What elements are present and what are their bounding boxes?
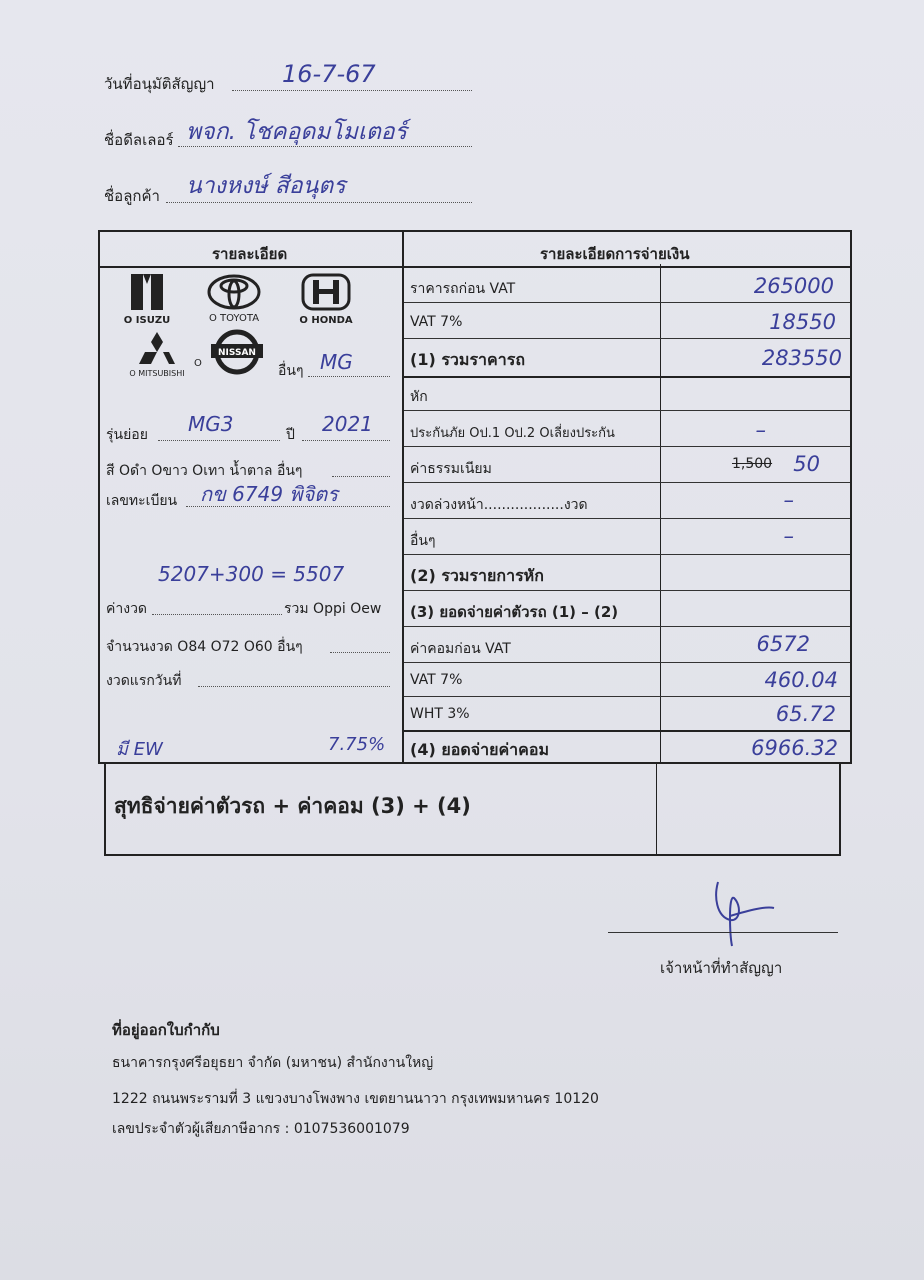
color-line: สี Oดำ Oขาว Oเทา น้ำตาล อื่นๆ <box>106 463 303 479</box>
other-brand-value: MG <box>320 350 353 374</box>
note-left: มี EW <box>116 739 163 760</box>
row-label: ค่าคอมก่อน VAT <box>410 641 511 657</box>
row-value: 6966.32 <box>751 736 838 760</box>
honda-label: HONDA <box>311 315 353 326</box>
honda-icon <box>300 272 352 312</box>
row-label: (1) รวมราคารถ <box>410 350 525 369</box>
row-label: หัก <box>410 389 428 405</box>
address-line-1: ธนาคารกรุงศรีอยุธยา จำกัด (มหาชน) สำนักงานใหญ่ <box>112 1055 434 1071</box>
row-value: – <box>783 488 794 512</box>
nissan-label: NISSAN <box>218 348 256 358</box>
row-label: ประกันภัย Oป.1 Oป.2 Oเลี่ยงประกัน <box>410 426 615 441</box>
row-label: อื่นๆ <box>410 533 436 549</box>
address-line-3: เลขประจำตัวผู้เสียภาษีอากร : 0107536001079 <box>112 1121 410 1137</box>
toyota-icon <box>206 274 262 310</box>
row-value: 65.72 <box>775 702 836 726</box>
row-value: 460.04 <box>764 668 838 692</box>
note-right: 7.75% <box>328 734 386 755</box>
row-label: ราคารถก่อน VAT <box>410 281 516 297</box>
isuzu-logo: O ISUZU <box>122 272 172 326</box>
address-title: ที่อยู่ออกใบกำกับ <box>112 1021 220 1039</box>
plate-label: เลขทะเบียน <box>106 493 178 509</box>
first-due-line <box>198 670 390 687</box>
row-value: – <box>783 524 794 548</box>
row-rule <box>404 730 850 732</box>
plate-value: กข 6749 พิจิตร <box>200 482 339 506</box>
row-rule <box>404 410 850 411</box>
row-rule <box>404 554 850 555</box>
signature-icon <box>700 876 790 948</box>
row-rule <box>404 338 850 339</box>
row-rule <box>404 376 850 378</box>
row-value: – <box>755 418 766 442</box>
row-label: (2) รวมรายการหัก <box>410 566 544 585</box>
row-label: VAT 7% <box>410 672 463 688</box>
row-rule <box>404 662 850 663</box>
installment-line <box>152 598 282 615</box>
row-rule <box>404 482 850 483</box>
mitsubishi-icon <box>135 330 179 366</box>
signature-line <box>608 932 838 933</box>
signature-caption: เจ้าหน้าที่ทำสัญญา <box>660 959 783 977</box>
nissan-logo: NISSAN O <box>198 328 272 379</box>
row-label: ค่าธรรมเนียม <box>410 461 492 477</box>
row-label: (4) ยอดจ่ายค่าคอม <box>410 740 549 759</box>
mitsubishi-logo: O MITSUBISHI <box>122 330 192 378</box>
row-rule <box>404 302 850 303</box>
row-value: 6572 <box>756 632 810 656</box>
row-rule <box>404 626 850 627</box>
fee-struck-value: 1,500 <box>732 456 773 472</box>
year-value: 2021 <box>322 412 373 436</box>
row-rule <box>404 696 850 697</box>
row-value: 50 <box>793 452 820 476</box>
contract-date-value: 16-7-67 <box>282 60 376 88</box>
net-total-label: สุทธิจ่ายค่าตัวรถ + ค่าคอม (3) + (4) <box>114 794 471 818</box>
row-rule <box>404 518 850 519</box>
header-rule <box>100 266 850 268</box>
row-label: WHT 3% <box>410 706 470 722</box>
row-label: งวดล่วงหน้า..................งวด <box>410 497 588 513</box>
other-brand-label: อื่นๆ <box>278 363 304 379</box>
payment-table <box>98 230 852 764</box>
row-value: 18550 <box>769 310 836 334</box>
term-other-line <box>330 636 390 653</box>
mitsubishi-label: MITSUBISHI <box>138 369 185 378</box>
address-line-2: 1222 ถนนพระรามที่ 3 แขวงบางโพงพาง เขตยานนาวา กรุงเทพมหานคร 10120 <box>112 1091 599 1107</box>
first-due-label: งวดแรกวันที่ <box>106 673 182 689</box>
year-label: ปี <box>286 427 295 443</box>
customer-label: ชื่อลูกค้า <box>104 187 160 205</box>
nissan-icon <box>207 328 263 376</box>
installment-suffix: รวม Oppi Oew <box>284 601 382 617</box>
row-value: 283550 <box>761 346 842 370</box>
color-other-line <box>332 460 390 477</box>
row-rule <box>404 590 850 591</box>
row-rule <box>404 446 850 447</box>
net-total-divider <box>656 764 657 854</box>
dealer-value: พจก. โชคอุดมโมเตอร์ <box>186 119 407 145</box>
installment-label: ค่างวด <box>106 601 148 617</box>
honda-logo: O HONDA <box>286 272 366 326</box>
toyota-logo: O TOYOTA <box>196 274 272 324</box>
installment-value: 5207+300 = 5507 <box>158 562 345 586</box>
divider-main <box>402 232 404 764</box>
row-label: (3) ยอดจ่ายค่าตัวรถ (1) – (2) <box>410 603 619 621</box>
right-title: รายละเอียดการจ่ายเงิน <box>540 245 690 263</box>
model-value: MG3 <box>188 412 234 436</box>
isuzu-icon <box>127 272 167 312</box>
dealer-label: ชื่อดีลเลอร์ <box>104 131 174 149</box>
term-line: จำนวนงวด O84 O72 O60 อื่นๆ <box>106 639 303 655</box>
model-label: รุ่นย่อย <box>106 427 148 443</box>
left-title: รายละเอียด <box>212 245 288 263</box>
toyota-label: TOYOTA <box>220 313 260 324</box>
net-total-box <box>104 764 841 856</box>
contract-date-label: วันที่อนุมัติสัญญา <box>104 75 215 93</box>
row-label: VAT 7% <box>410 314 463 330</box>
customer-value: นางหงษ์ สีอนุตร <box>186 173 346 199</box>
isuzu-label: ISUZU <box>135 315 171 326</box>
divider-values <box>660 264 661 764</box>
row-value: 265000 <box>753 274 834 298</box>
